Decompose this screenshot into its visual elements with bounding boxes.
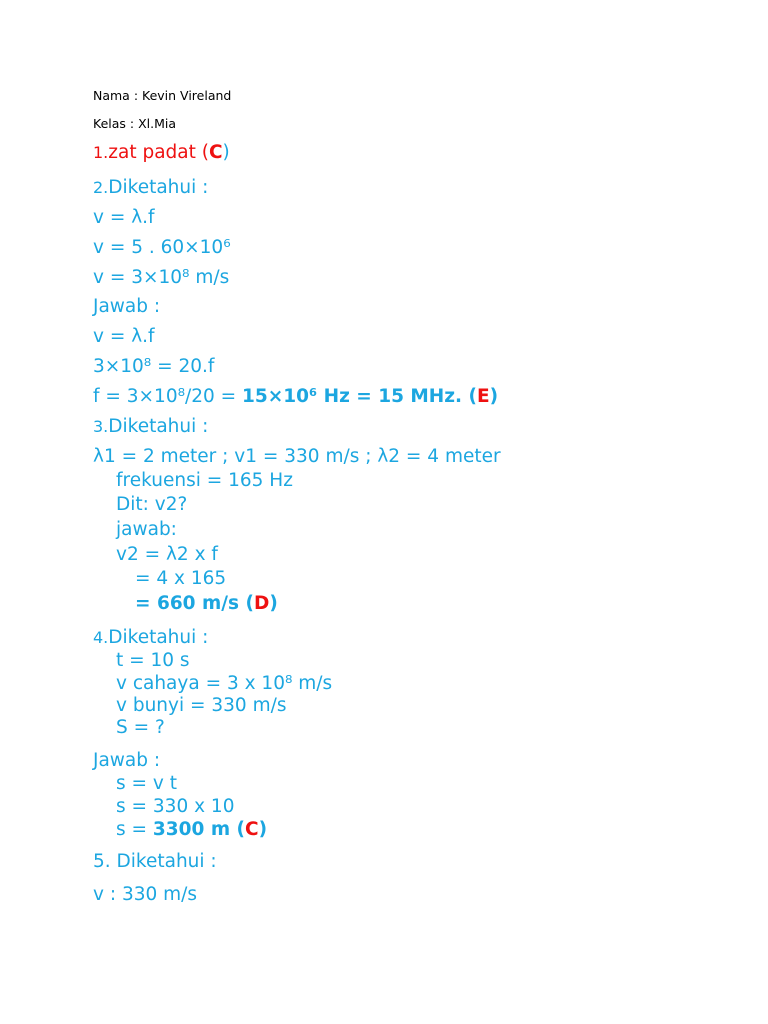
final-prefix: f = 3×10⁸/20 =: [93, 386, 243, 407]
q2-line: v = λ.f: [93, 326, 155, 347]
heading-text: Diketahui :: [108, 627, 209, 648]
q2-line: 3×10⁸ = 20.f: [93, 356, 215, 377]
q4-jawab: Jawab :: [93, 750, 161, 771]
final-prefix: s =: [116, 819, 153, 840]
q3-final: [135, 593, 278, 615]
final-result: 15×10⁶ Hz = 15 MHz. (: [242, 386, 477, 407]
q4-step: s = v t: [116, 773, 177, 794]
q3-formula: v2 = λ2 x f: [116, 544, 218, 565]
q4-given: v bunyi = 330 m/s: [116, 695, 287, 716]
answer-close: ): [489, 386, 499, 407]
answer-close: ): [222, 142, 230, 163]
q4-given: v cahaya = 3 x 10⁸ m/s: [116, 673, 333, 694]
q4-given: S = ?: [116, 717, 165, 738]
q2-line: v = 5 . 60×10⁶: [93, 237, 231, 258]
answer-choice: E: [476, 386, 490, 407]
q2-line: v = 3×10⁸ m/s: [93, 267, 230, 288]
q3-given: λ1 = 2 meter ; v1 = 330 m/s ; λ2 = 4 meter: [93, 446, 501, 467]
final-result: 3300 m (: [152, 819, 246, 840]
question-5-heading: 5. Diketahui :: [93, 851, 217, 872]
heading-text: Diketahui :: [108, 177, 209, 198]
question-number: 2.: [93, 178, 109, 197]
answer-choice: D: [253, 593, 270, 614]
answer-close: ): [269, 593, 278, 614]
q2-line: v = λ.f: [93, 207, 155, 228]
q5-line: v : 330 m/s: [93, 884, 198, 905]
question-2-heading: [93, 177, 208, 199]
answer-text: zat padat (: [108, 142, 209, 163]
answer-choice: C: [208, 142, 223, 163]
q3-asked: Dit: v2?: [116, 494, 188, 515]
question-number: 1.: [93, 143, 109, 162]
q3-jawab: jawab:: [116, 519, 177, 540]
q3-step: = 4 x 165: [135, 568, 227, 589]
student-name: Nama : Kevin Vireland: [93, 88, 232, 103]
answer-close: ): [258, 819, 268, 840]
q2-line: Jawab :: [93, 296, 161, 317]
question-4-heading: [93, 627, 208, 649]
answer-choice: C: [245, 819, 259, 840]
q4-step: s = 330 x 10: [116, 796, 235, 817]
heading-text: Diketahui :: [108, 416, 209, 437]
q4-final: [116, 819, 267, 841]
question-3-heading: [93, 416, 208, 438]
question-number: 3.: [93, 417, 109, 436]
question-number: 4.: [93, 628, 109, 647]
q4-given: t = 10 s: [116, 650, 190, 671]
q3-frequency: frekuensi = 165 Hz: [116, 470, 293, 491]
answer-1: [93, 142, 230, 164]
q2-final: [93, 386, 498, 408]
final-result: = 660 m/s (: [135, 593, 254, 614]
student-class: Kelas : Xl.Mia: [93, 116, 176, 131]
